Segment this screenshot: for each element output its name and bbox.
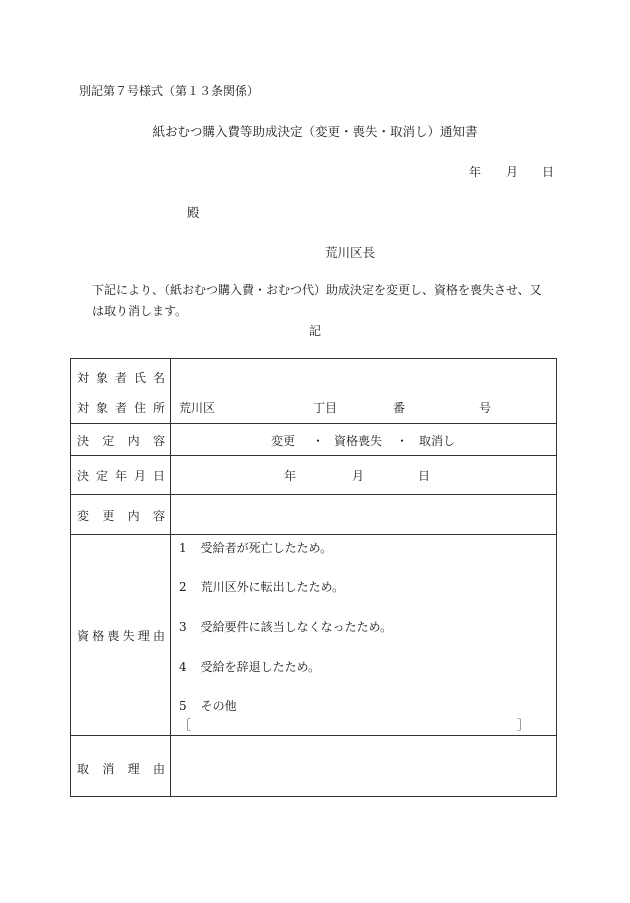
label-char: 理 xyxy=(137,629,150,643)
decision-label xyxy=(77,432,165,449)
address-chome: 丁目 xyxy=(313,401,338,415)
option-cancel: 取消し xyxy=(419,434,456,448)
body-line-1: 下記により、（紙おむつ購入費・おむつ代）助成決定を変更し、資格を喪失させ、又 xyxy=(92,283,542,297)
label-char: 定 xyxy=(95,469,108,483)
label-char: 理 xyxy=(127,762,140,776)
label-char: 格 xyxy=(92,629,105,643)
option-separator: ・ xyxy=(396,434,409,448)
loss-reason-2 xyxy=(179,578,344,595)
row-divider xyxy=(71,423,556,424)
label-char: 氏 xyxy=(133,371,146,385)
label-char: 容 xyxy=(152,434,165,448)
label-char: 対 xyxy=(77,401,90,415)
label-char: 容 xyxy=(152,509,165,523)
label-char: 所 xyxy=(152,401,165,415)
document-title: 紙おむつ購入費等助成決定（変更・喪失・取消し）通知書 xyxy=(152,124,478,139)
reason-number: 4 xyxy=(179,660,187,674)
date-month-label: 月 xyxy=(506,165,519,179)
body-line-2: は取り消します。 xyxy=(92,304,188,318)
loss-reason-1 xyxy=(179,539,332,556)
address-ban: 番 xyxy=(393,401,406,415)
label-char: 変 xyxy=(77,509,90,523)
label-char: 対 xyxy=(77,371,90,385)
reason-text: 受給要件に該当しなくなったため。 xyxy=(200,620,393,634)
label-char: 年 xyxy=(114,469,127,483)
option-separator: ・ xyxy=(312,434,325,448)
label-char: 決 xyxy=(77,434,90,448)
row-divider xyxy=(71,494,556,495)
label-char: 消 xyxy=(102,762,115,776)
row-divider xyxy=(71,455,556,456)
label-char: 月 xyxy=(133,469,146,483)
label-char: 象 xyxy=(95,401,108,415)
label-char: 日 xyxy=(152,469,165,483)
label-char: 更 xyxy=(102,509,115,523)
label-char: 資 xyxy=(77,629,90,643)
label-char: 内 xyxy=(127,509,140,523)
label-char: 内 xyxy=(127,434,140,448)
loss-reason-4 xyxy=(179,658,320,675)
addressee-suffix: 殿 xyxy=(187,205,200,220)
other-bracket-open: ［ xyxy=(179,718,192,732)
reason-text: 受給を辞退したため。 xyxy=(200,660,321,674)
label-char: 失 xyxy=(122,629,135,643)
details-table xyxy=(70,358,557,797)
label-char: 者 xyxy=(114,401,127,415)
label-char: 象 xyxy=(95,371,108,385)
loss-reason-3 xyxy=(179,618,392,635)
decision-date-day: 日 xyxy=(418,469,431,483)
decision-date-month: 月 xyxy=(352,469,365,483)
column-divider xyxy=(170,359,171,796)
reason-text: その他 xyxy=(200,699,237,713)
decision-date-year: 年 xyxy=(284,469,297,483)
date-year-label: 年 xyxy=(469,165,482,179)
loss-reason-5 xyxy=(179,697,237,714)
option-change: 変更 xyxy=(271,434,296,448)
label-char: 喪 xyxy=(107,629,120,643)
reason-number: 5 xyxy=(179,699,187,713)
decision-date-label xyxy=(77,467,165,484)
other-bracket-close: ］ xyxy=(517,718,530,732)
reason-number: 2 xyxy=(179,580,187,594)
body-text xyxy=(78,280,556,322)
change-content-label xyxy=(77,507,165,524)
address-label xyxy=(77,399,165,416)
issuer: 荒川区長 xyxy=(325,245,376,260)
label-char: 名 xyxy=(152,371,165,385)
label-char: 定 xyxy=(102,434,115,448)
label-char: 取 xyxy=(77,762,90,776)
label-char: 住 xyxy=(133,401,146,415)
label-char: 由 xyxy=(152,762,165,776)
ki-heading: 記 xyxy=(308,324,321,338)
label-char: 者 xyxy=(114,371,127,385)
option-loss: 資格喪失 xyxy=(334,434,383,448)
name-label xyxy=(77,369,165,386)
loss-reason-label xyxy=(77,627,165,644)
reason-text: 荒川区外に転出したため。 xyxy=(200,580,345,594)
date-day-label: 日 xyxy=(542,165,555,179)
reason-text: 受給者が死亡したため。 xyxy=(200,541,333,555)
reason-number: 3 xyxy=(179,620,187,634)
address-go: 号 xyxy=(479,401,492,415)
row-divider xyxy=(71,735,556,736)
row-divider xyxy=(71,534,556,535)
label-char: 由 xyxy=(152,629,165,643)
cancel-reason-label xyxy=(77,760,165,777)
label-char: 決 xyxy=(77,469,90,483)
form-reference: 別記第７号様式（第１３条関係） xyxy=(79,84,260,98)
reason-number: 1 xyxy=(179,541,187,555)
address-ward: 荒川区 xyxy=(179,401,216,415)
